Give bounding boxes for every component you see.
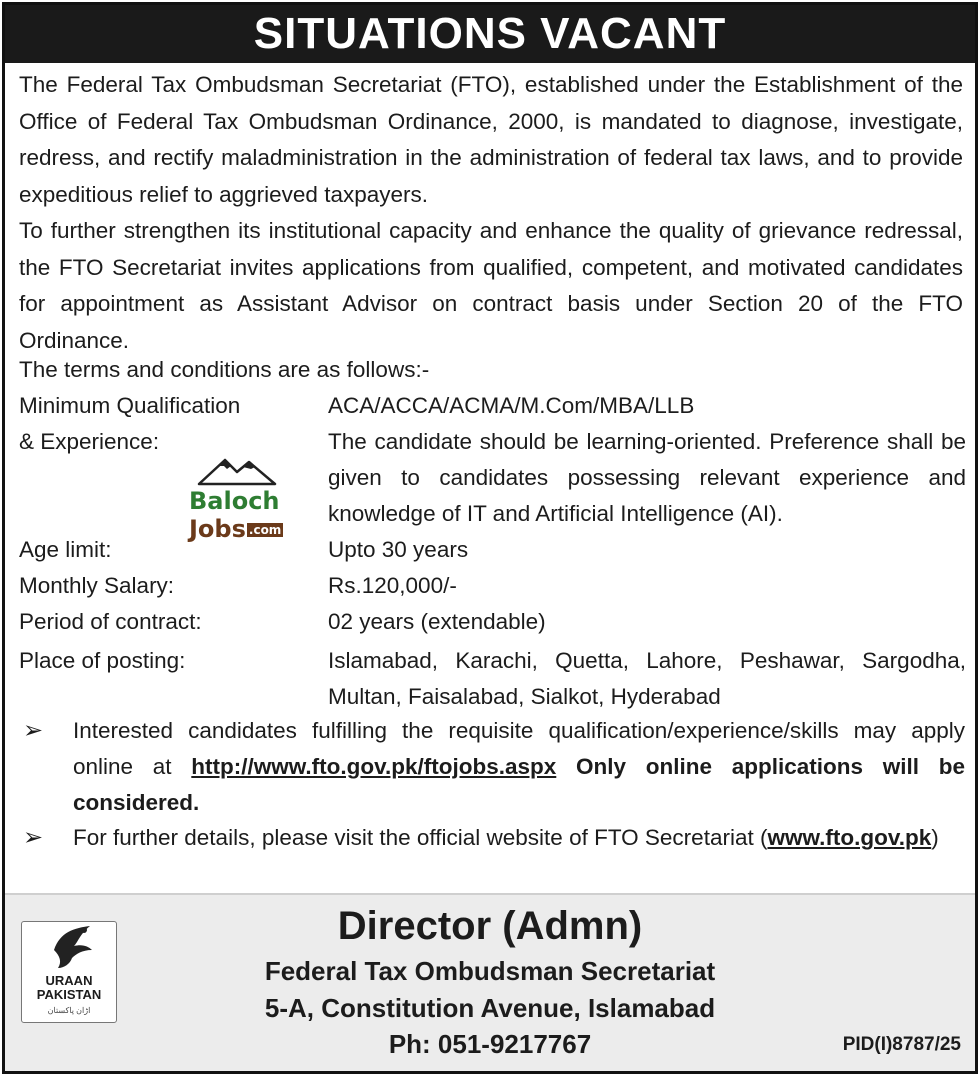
apply-online-bullet	[73, 713, 965, 821]
qualification-label-2: & Experience:	[19, 429, 160, 454]
pid-number: PID(I)8787/25	[842, 1034, 961, 1055]
watermark-word-2	[189, 516, 283, 543]
phone: Ph: 051-9217767	[388, 1029, 592, 1059]
watermark-word-1: Baloch	[189, 487, 280, 515]
period-label: Period of contract:	[19, 609, 202, 634]
arrow-bullet-icon: ➢	[23, 717, 44, 744]
watermark-suffix: .com	[248, 523, 282, 537]
logo-tagline: اڑان پاکستان	[47, 1006, 91, 1015]
organization-name: Federal Tax Ombudsman Secretariat	[264, 956, 716, 986]
page-title: SITUATIONS VACANT	[5, 5, 975, 63]
online-only-note: Only online applications will be considered.	[73, 754, 965, 815]
arrow-bullet-icon: ➢	[23, 824, 44, 851]
mountain-icon	[197, 456, 277, 486]
experience-value: The candidate should be learning-oriented. Preference shall be given to candidates possessing relevant experience and knowledge of IT and Artificial Intelligence (AI).	[328, 429, 966, 526]
logo-line-2: PAKISTAN	[36, 987, 102, 1002]
website-close-paren: )	[931, 825, 939, 850]
place-value: Islamabad, Karachi, Quetta, Lahore, Peshawar, Sargodha, Multan, Faisalabad, Sialkot, Hyderabad	[328, 648, 966, 709]
logo-line-1: URAAN	[45, 973, 93, 988]
website-bullet	[73, 820, 965, 856]
address: 5-A, Constitution Avenue, Islamabad	[264, 993, 716, 1023]
balochjobs-watermark	[171, 452, 297, 550]
qualification-value: ACA/ACCA/ACMA/M.Com/MBA/LLB	[328, 393, 695, 418]
age-value: Upto 30 years	[328, 537, 469, 562]
salary-value: Rs.120,000/-	[328, 573, 457, 598]
watermark-word-2-text: Jobs	[189, 515, 246, 543]
intro-paragraph-1: The Federal Tax Ombudsman Secretariat (FTO), established under the Establishment of the Office of Federal Tax Ombudsman Ordinance, 2000, is mandated to diagnose, investigate, redress, and rectify maladministration in the administration of federal tax laws, and to provide expeditious relief to aggrieved taxpayers.	[19, 72, 963, 207]
place-label: Place of posting:	[19, 648, 186, 673]
salary-label: Monthly Salary:	[19, 573, 175, 598]
website-link[interactable]: www.fto.gov.pk	[767, 825, 932, 850]
qualification-label-1: Minimum Qualification	[19, 393, 241, 418]
intro-paragraph-2: To further strengthen its institutional capacity and enhance the quality of grievance redressal, the FTO Secretariat invites applications from qualified, competent, and motivated candidates for appointment as Assistant Advisor on contract basis under Section 20 of the FTO Ordinance.	[19, 218, 963, 353]
apply-online-text: Interested candidates fulfilling the requisite qualification/experience/skills may apply online at	[73, 718, 965, 779]
website-text: For further details, please visit the official website of FTO Secretariat (	[73, 825, 768, 850]
period-value: 02 years (extendable)	[328, 609, 546, 634]
apply-online-link[interactable]: http://www.fto.gov.pk/ftojobs.aspx	[191, 754, 557, 779]
footer	[5, 893, 975, 1071]
terms-heading: The terms and conditions are as follows:-	[19, 357, 430, 382]
age-label: Age limit:	[19, 537, 112, 562]
director-title: Director (Admn)	[337, 904, 643, 948]
advertisement	[2, 2, 978, 1074]
